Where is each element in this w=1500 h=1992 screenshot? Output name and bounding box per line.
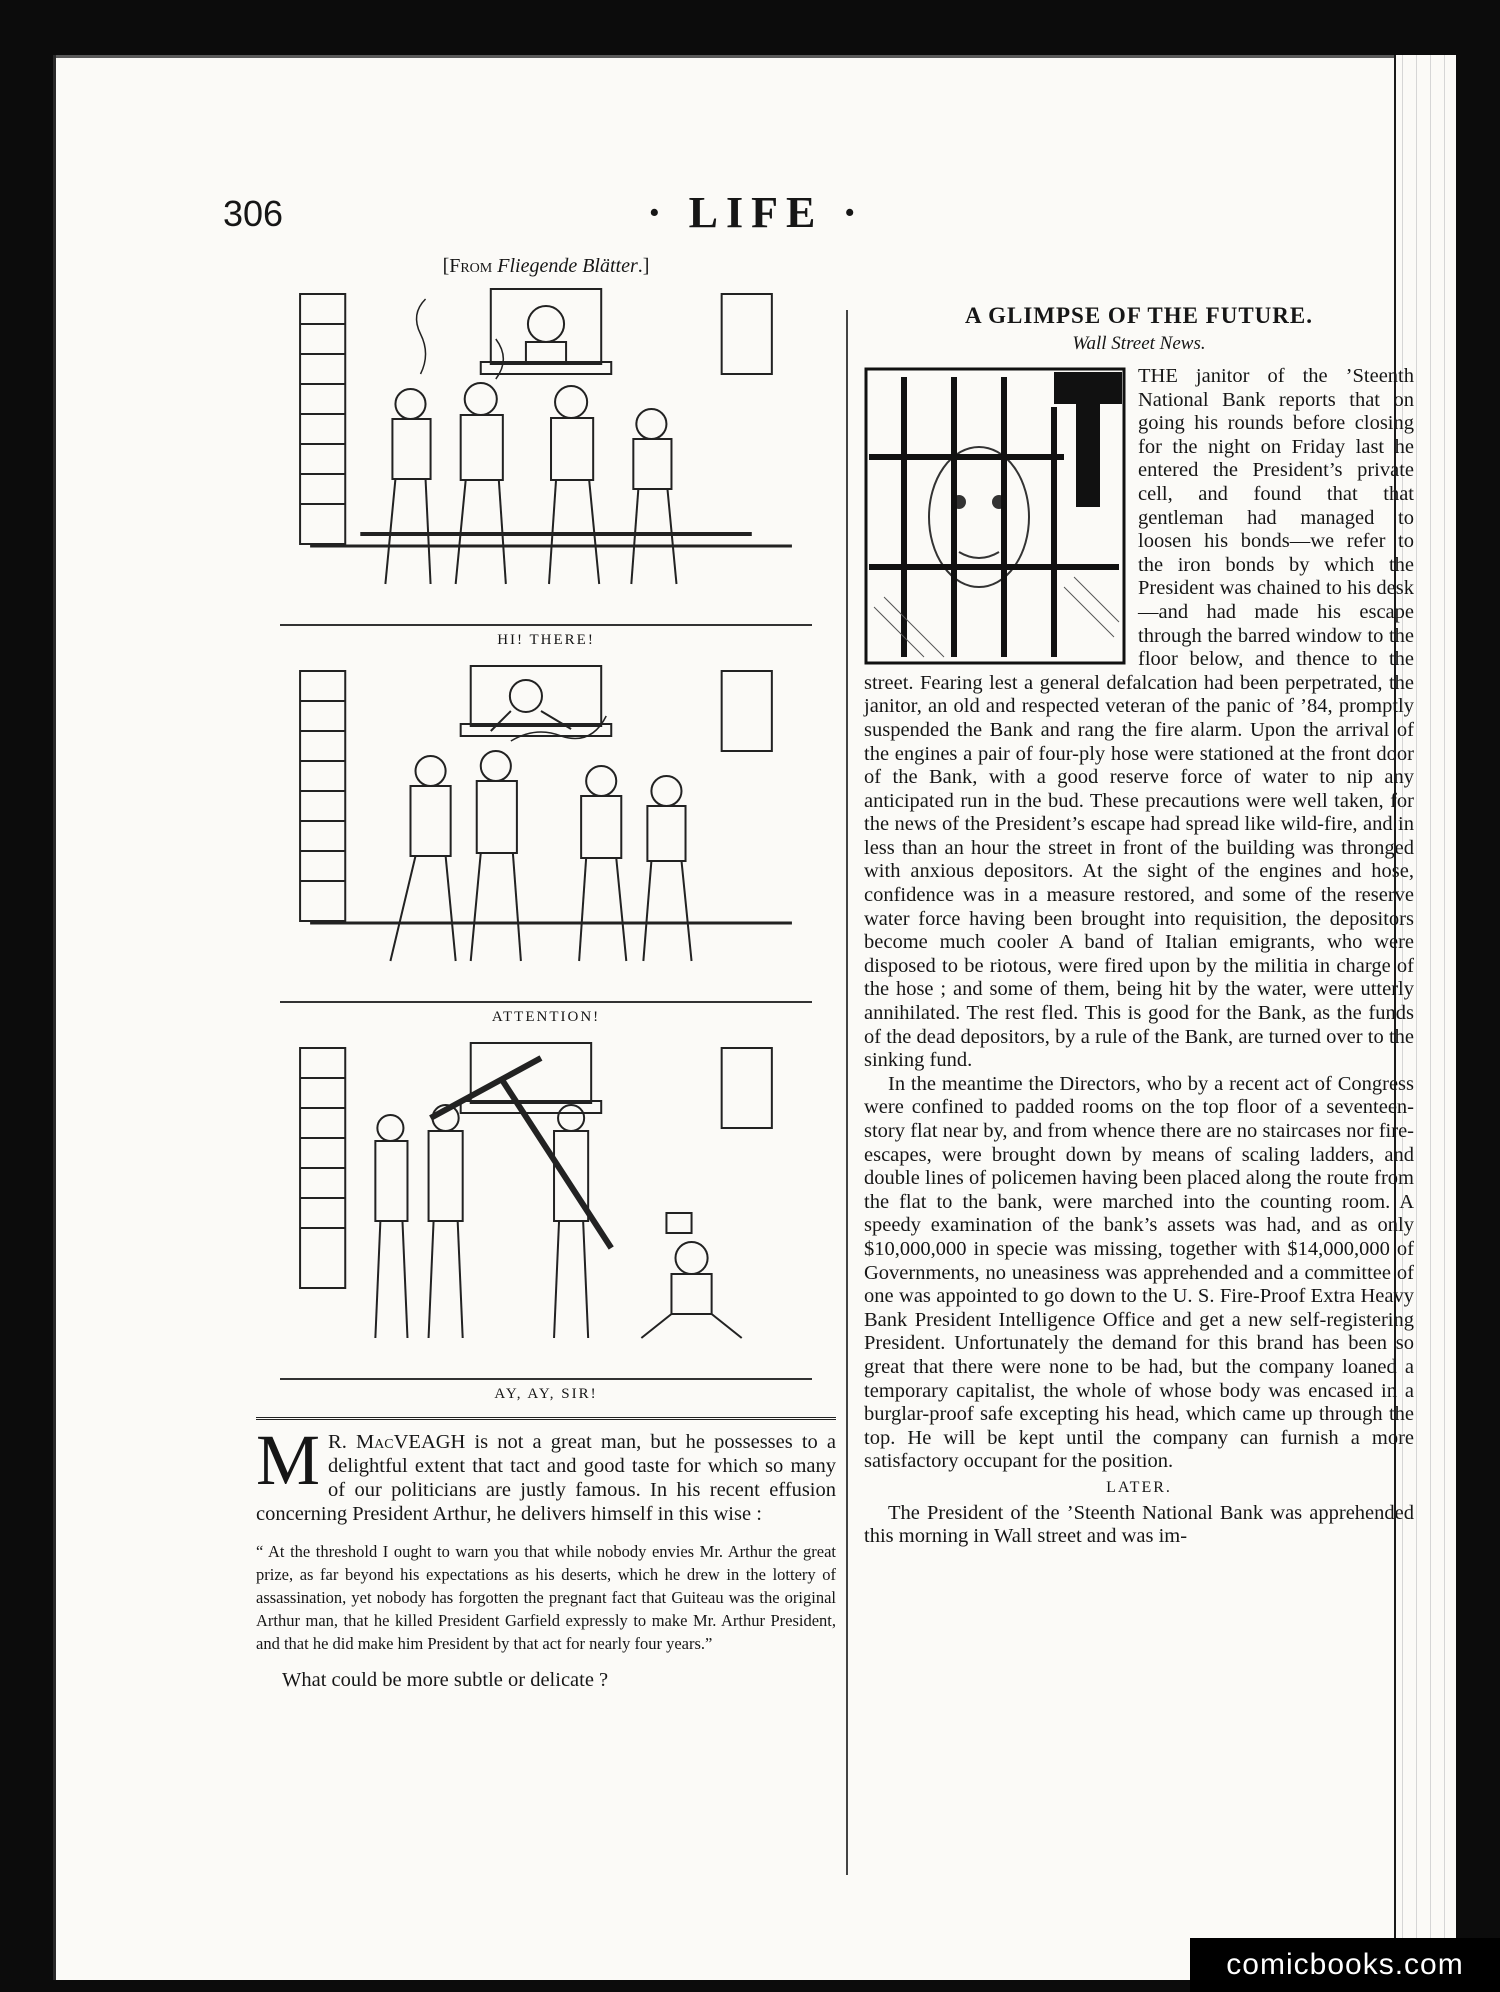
article-body — [864, 365, 1414, 1549]
column-rule — [846, 310, 848, 1875]
panel-2-caption: ATTENTION! — [491, 1009, 601, 1025]
article-byline: Wall Street News. — [1072, 333, 1206, 354]
cartoon-panel-1 — [280, 284, 812, 626]
panel-1-caption: HI! THERE! — [497, 632, 595, 648]
prisoner-behind-bars-icon — [864, 367, 1126, 665]
source-suffix: .] — [637, 255, 650, 277]
later-subhead: LATER. — [1106, 1478, 1172, 1496]
soldiers-smoking-illustration — [280, 284, 812, 624]
barred-window-illustration — [864, 367, 1126, 665]
soldiers-falling-illustration — [280, 1038, 812, 1378]
masthead: · LIFE · — [646, 188, 866, 237]
article-paragraph-2: In the meantime the Directors, who by a recent act of Congress were confined to padded rooms on the top floor of a seventeen-story flat near by, and from whence there are no staircases nor fire-escapes, were brought down by means of scaling ladders, and double lines of policemen having been placed along the route from the flat to the bank, were marched into the counting room. A speedy examination of the bank’s assets was had, and as only $10,000,000 in specie was missing, together with $14,000,000 of Governments, no uneasiness was apprehended and a committee of one was appointed to go down to the U. S. Fire-Proof Extra Heavy Bank President Intelligence Office and get a new self-registering President. Unfortunately the demand for this brand has been so great that there were none to be had, but the company loaned a temporary capitalist, the whole of whose body was encased in a burglar-proof safe excepting his head, which came up through the top. He will be kept until the company can furnish a more satisfactory occupant for the position. — [864, 1072, 1414, 1473]
left-column — [256, 255, 836, 1692]
site-watermark: comicbooks.com — [1190, 1938, 1500, 1992]
cartoon-source — [256, 255, 836, 278]
drop-cap: M — [256, 1420, 321, 1500]
magazine-page — [53, 55, 1456, 1980]
right-column — [864, 303, 1414, 1549]
closing-line: What could be more subtle or delicate ? — [282, 1669, 609, 1691]
macveagh-paragraph — [256, 1420, 836, 1526]
article-paragraph-3: The President of the ’Steenth National Bank was apprehended this morning in Wall street and was im- — [864, 1501, 1414, 1548]
macveagh-text: is not a great man, but he possesses to a delightful extent that tact and good taste for which so many of our politicians are justly famous. In his recent effusion concerning President Arthur, he delivers himself in this wise : — [256, 1431, 836, 1525]
page-top-edge — [56, 55, 1456, 58]
panel-3-caption: AY, AY, SIR! — [494, 1386, 598, 1402]
soldiers-attention-illustration — [280, 661, 812, 1001]
article-headline: A GLIMPSE OF THE FUTURE. — [965, 303, 1313, 328]
cartoon-panel-3 — [280, 1038, 812, 1380]
source-prefix: [From — [442, 255, 498, 277]
arthur-quote: “ At the threshold I ought to warn you that while nobody envies Mr. Arthur the great prize, as far beyond his expectations as his deserts, which he drew in the lottery of assassination, yet nobody has forgotten the pregnant fact that Guiteau was the original Arthur man, that he killed President Garfield expressly to make Mr. Arthur President, and that he did make him President by that act for nearly four years.” — [256, 1542, 836, 1653]
section-divider — [256, 1417, 836, 1420]
source-title: Fliegende Blätter — [497, 255, 638, 277]
article-paragraph-1: THE janitor of the ’Steenth National Bank reports that on going his rounds before closing for the night on Friday last he entered the President’s private cell, and found that that gentleman had managed to loosen his bonds—we refer to the iron bonds by which the President was chained to his desk—and had made his escape through the barred window to the floor below, and thence to the street. Fearing lest a general defalcation had been perpetrated, the janitor, an old and respected veteran of the panic of ’84, promptly suspended the Bank and rang the fire alarm. Upon the arrival of the engines a pair of four-ply hose were stationed at the front door of the Bank, with a good reserve force of water to nip any anticipated run in the bud. These precautions were well taken, for the news of the President’s escape had spread like wild-fire, and in less than an hour the street in front of the building was thronged with anxious depositors. At the sight of the engines and hose, confidence was in a measure restored, and some of the reserve water force having been brought into requisition, the depositors become much cooler A band of Italian emigrants, who were disposed to be riotous, were fired upon by the militia in charge of the hose ; and some of them, being hit by the water, were utterly annihilated. The rest fled. This is good for the Bank, as the funds of the dead depositors, by a rule of the Bank, are turned over to the sinking fund. — [864, 365, 1414, 1072]
cartoon-panel-2 — [280, 661, 812, 1003]
macveagh-name: R. MacVEAGH — [328, 1431, 466, 1453]
page-number: 306 — [223, 193, 284, 234]
